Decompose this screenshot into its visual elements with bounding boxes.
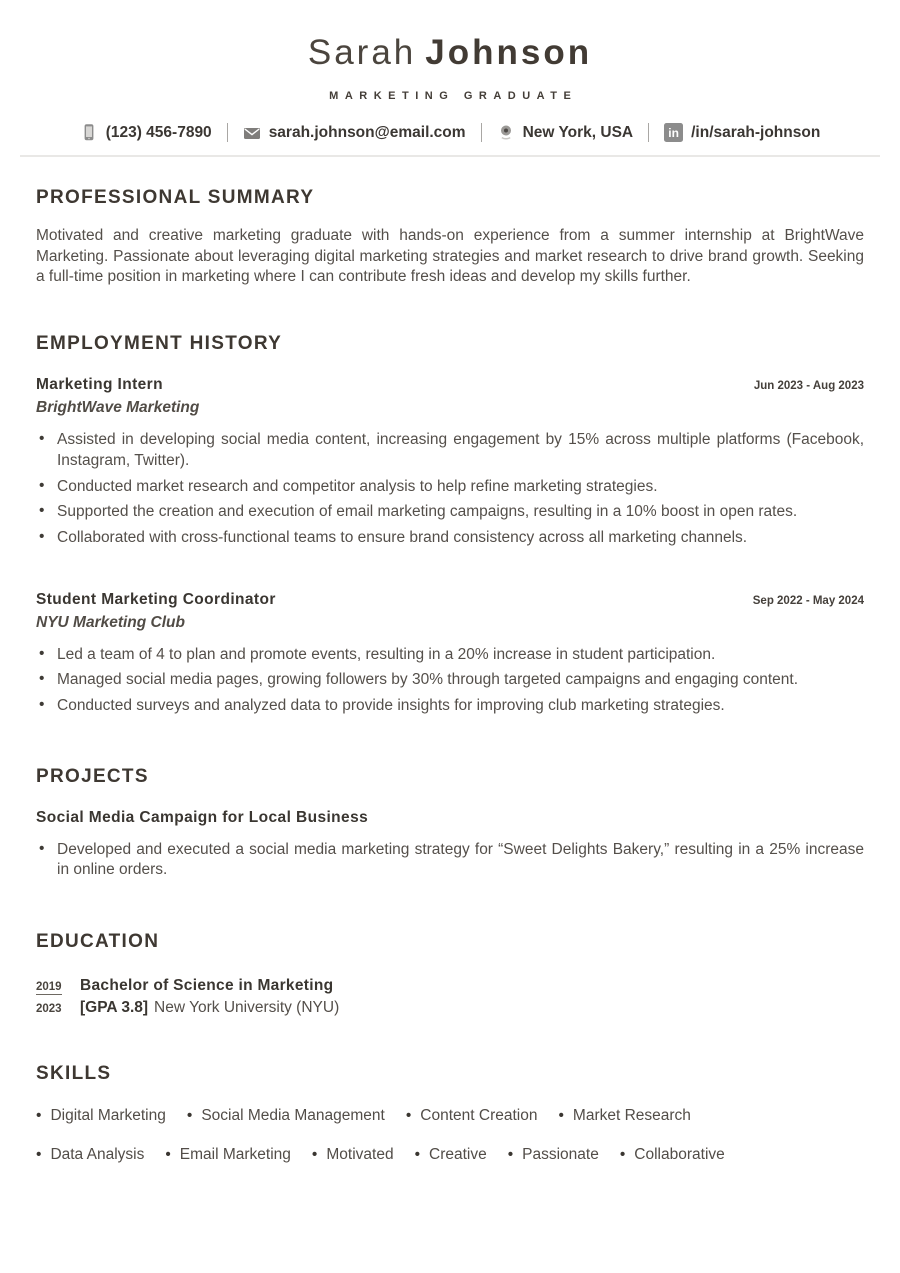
resume-job-title: MARKETING GRADUATE	[329, 90, 578, 102]
skill-item: • Market Research	[558, 1107, 690, 1125]
education-gpa: [GPA 3.8]	[80, 999, 149, 1017]
education-heading: EDUCATION	[36, 931, 160, 953]
skill-item: • Digital Marketing	[36, 1107, 166, 1125]
skill-item: • Email Marketing	[165, 1146, 291, 1164]
location-pin-icon	[497, 123, 515, 142]
job-entry	[36, 591, 864, 717]
projects-heading: PROJECTS	[36, 765, 149, 787]
job-header	[36, 376, 864, 394]
linkedin-handle: /in/sarah-johnson	[691, 123, 821, 141]
section-projects	[36, 766, 864, 881]
section-education	[36, 931, 864, 1018]
contact-separator	[227, 123, 228, 142]
skill-item: • Creative	[415, 1146, 487, 1164]
resume-header	[36, 32, 864, 157]
resume-name	[36, 32, 864, 74]
contact-bar	[36, 123, 864, 142]
contact-email	[243, 124, 466, 142]
education-start-year: 2019	[36, 981, 62, 994]
contact-separator	[648, 123, 649, 142]
job-company: BrightWave Marketing	[36, 399, 200, 417]
project-header	[36, 809, 864, 827]
bullet-item: • Led a team of 4 to plan and promote events, resulting in a 20% increase in student participation.	[36, 645, 864, 666]
header-divider	[20, 155, 880, 157]
bullet-item: • Supported the creation and execution of email marketing campaigns, resulting in a 10% boost in open rates.	[36, 502, 864, 523]
summary-heading: PROFESSIONAL SUMMARY	[36, 187, 315, 208]
job-dates: Sep 2022 - May 2024	[752, 594, 864, 607]
skills-heading: SKILLS	[36, 1063, 112, 1085]
bullet-item: • Conducted market research and competitor analysis to help refine marketing strategies.	[36, 477, 864, 498]
bullet-item: • Managed social media pages, growing followers by 30% through targeted campaigns and engaging content.	[36, 670, 864, 691]
project-entry	[36, 809, 864, 881]
job-bullet-list	[36, 430, 864, 549]
skill-item: • Data Analysis	[36, 1146, 144, 1164]
email-icon	[243, 124, 261, 142]
contact-phone	[80, 123, 212, 142]
skills-row	[36, 1146, 864, 1164]
job-header	[36, 591, 864, 609]
education-end-year: 2023	[36, 1003, 62, 1016]
education-school-line	[80, 997, 864, 1018]
bullet-item: • Developed and executed a social media marketing strategy for “Sweet Delights Bakery,” resulting in a 25% increase in online orders.	[36, 840, 864, 881]
linkedin-icon: in	[664, 123, 683, 142]
employment-heading: EMPLOYMENT HISTORY	[36, 333, 283, 355]
contact-location	[497, 123, 634, 142]
job-entry	[36, 376, 864, 549]
skills-row	[36, 1107, 864, 1125]
skill-item: • Social Media Management	[187, 1107, 385, 1125]
education-entry	[36, 975, 864, 1018]
skill-item: • Collaborative	[620, 1146, 725, 1164]
email-address: sarah.johnson@email.com	[268, 123, 466, 141]
summary-text: Motivated and creative marketing graduate with hands-on experience from a summer internship at BrightWave Marketing. Passionate about leveraging digital marketing strategies and market research to drive brand growth. Seeking a full-time position in marketing where I can contribute fresh ideas and develop my skills further.	[36, 227, 864, 286]
bullet-item: • Assisted in developing social media content, increasing engagement by 15% across multiple platforms (Facebook, Instagram, Twitter).	[36, 430, 864, 471]
last-name: Johnson	[425, 33, 593, 72]
project-bullet-list	[36, 840, 864, 881]
phone-icon	[80, 123, 98, 142]
job-title: Marketing Intern	[36, 376, 163, 394]
bullet-item: • Conducted surveys and analyzed data to provide insights for improving club marketing strategies.	[36, 696, 864, 717]
bullet-item: • Collaborated with cross-functional teams to ensure brand consistency across all marketing channels.	[36, 528, 864, 549]
job-dates: Jun 2023 - Aug 2023	[753, 380, 864, 393]
job-bullet-list	[36, 645, 864, 717]
phone-number: (123) 456-7890	[105, 123, 212, 141]
skill-item: • Content Creation	[406, 1107, 538, 1125]
location-text: New York, USA	[522, 123, 634, 141]
section-professional-summary	[36, 187, 864, 288]
job-company: NYU Marketing Club	[36, 613, 185, 631]
education-school: New York University (NYU)	[154, 999, 340, 1017]
contact-linkedin	[664, 123, 820, 142]
job-title: Student Marketing Coordinator	[36, 590, 276, 608]
skill-item: • Motivated	[312, 1146, 394, 1164]
contact-separator	[481, 123, 482, 142]
section-employment-history	[36, 333, 864, 717]
project-title: Social Media Campaign for Local Business	[36, 808, 369, 826]
skill-item: • Passionate	[508, 1146, 599, 1164]
section-skills	[36, 1063, 864, 1164]
first-name: Sarah	[307, 33, 417, 72]
education-degree: Bachelor of Science in Marketing	[80, 977, 334, 995]
